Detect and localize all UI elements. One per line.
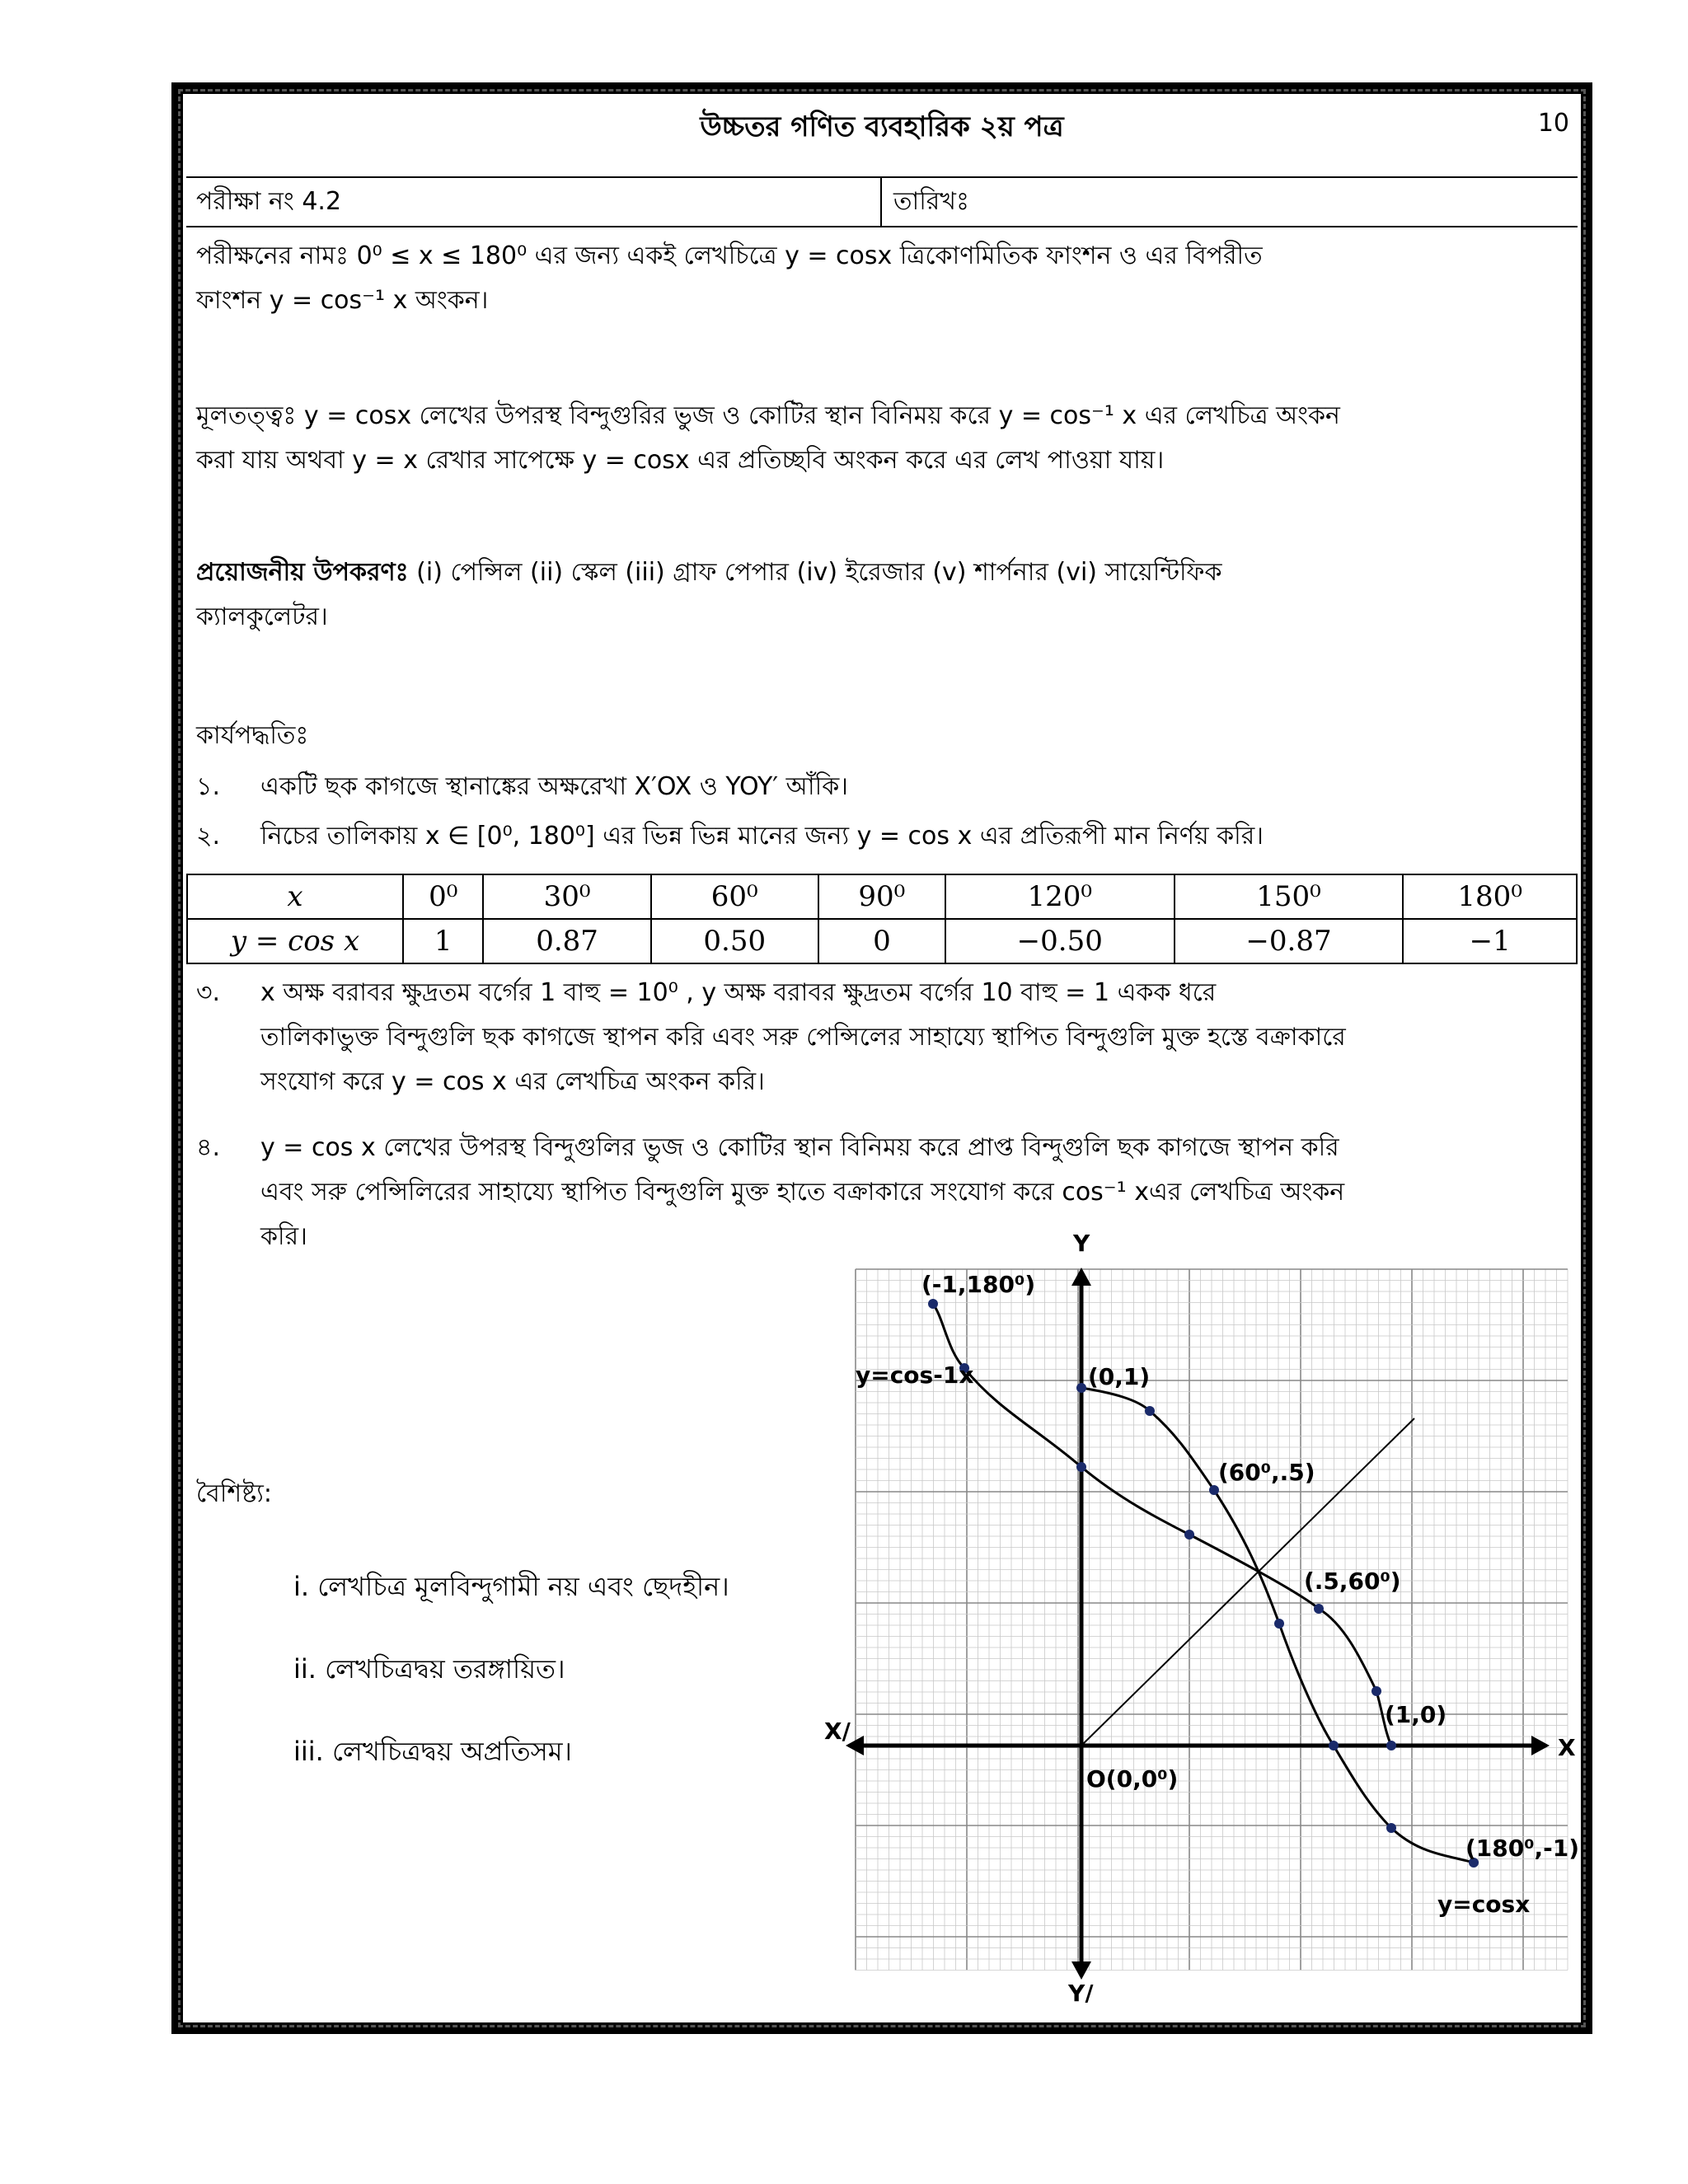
table-cell: 120⁰: [945, 874, 1175, 919]
point: [1145, 1406, 1155, 1416]
feature-item: i. লেখচিত্র মূলবিন্দুগামী নয় এবং ছেদহীন।: [293, 1571, 729, 1602]
y-axis-arrow: [1071, 1268, 1091, 1286]
point: [928, 1299, 938, 1309]
step-text: [260, 971, 1571, 1104]
exam-number: পরীক্ষা নং 4.2: [196, 187, 342, 216]
divider: [880, 176, 882, 226]
step-line: এবং সরু পেন্সিলিরের সাহায্যে স্থাপিত বিন্দুগুলি মুক্ত হাতে বক্রাকারে সংযোগ করে cos⁻¹ xএর লেখচিত্র অংকন: [260, 1178, 1345, 1207]
point: [1386, 1741, 1396, 1750]
step-number: ৪.: [196, 1133, 221, 1162]
x-neg-axis-label: X/: [824, 1718, 851, 1745]
feature-item: iii. লেখচিত্রদ্বয় অপ্রতিসম।: [293, 1736, 572, 1767]
theory-text: y = cosx লেখের উপরস্থ বিন্দুগুরির ভুজ ও কোটির স্থান বিনিময় করে y = cos⁻¹ x এর লেখচিত্র অংকন: [303, 401, 1340, 430]
experiment-name-label: পরীক্ষনের নামঃ: [196, 241, 349, 270]
y-axis-label: Y: [1073, 1230, 1090, 1257]
step-text: একটি ছক কাগজে স্থানাঙ্কের অক্ষরেখা X′OX ও YOY′ আঁকি।: [260, 772, 848, 801]
step-text: নিচের তালিকায় x ∈ [0⁰, 180⁰] এর ভিন্ন ভিন্ন মানের জন্য y = cos x এর প্রতিরূপী মান নির্ণয় করি।: [260, 822, 1264, 851]
procedure-label: কার্যপদ্ধতিঃ: [196, 721, 309, 750]
table-header-cell: y = cos x: [187, 919, 403, 963]
point-label: (1,0): [1385, 1701, 1447, 1728]
experiment-name: [196, 234, 1566, 323]
point-label: (.5,60⁰): [1304, 1568, 1401, 1595]
point: [1076, 1462, 1086, 1472]
table-cell: 0⁰: [403, 874, 483, 919]
step-number: ১.: [196, 772, 221, 801]
table-cell: 0: [818, 919, 945, 963]
x-axis-arrow: [1531, 1736, 1550, 1755]
table-cell: 60⁰: [651, 874, 818, 919]
table-cell: −0.87: [1175, 919, 1404, 963]
divider: [186, 176, 1578, 178]
point: [1314, 1604, 1324, 1614]
point-label: (0,1): [1088, 1363, 1151, 1390]
point-label: (60⁰,.5): [1218, 1459, 1315, 1486]
step-line: সংযোগ করে y = cos x এর লেখচিত্র অংকন করি।: [260, 1067, 765, 1096]
table-cell: −0.50: [945, 919, 1175, 963]
step-line: y = cos x লেখের উপরস্থ বিন্দুগুলির ভুজ ও কোটির স্থান বিনিময় করে প্রাপ্ত বিন্দুগুলি ছক কাগজে স্থাপন করি: [260, 1133, 1339, 1162]
date-label: তারিখঃ: [893, 187, 969, 216]
table-cell: 0.50: [651, 919, 818, 963]
values-table: [186, 874, 1578, 964]
step-line: করি।: [260, 1222, 307, 1251]
point: [1076, 1383, 1086, 1393]
experiment-name-text: 0⁰ ≤ x ≤ 180⁰ এর জন্য একই লেখচিত্রে y = cosx ত্রিকোণমিতিক ফাংশন ও এর বিপরীত: [356, 241, 1263, 270]
step-number: ২.: [196, 822, 221, 851]
feature-item: ii. লেখচিত্রদ্বয় তরঙ্গায়িত।: [293, 1653, 565, 1685]
point: [1329, 1741, 1339, 1750]
point: [1184, 1530, 1194, 1540]
table-row: [187, 919, 1577, 963]
cos-graph: [824, 1228, 1582, 2003]
page-number: 10: [1537, 109, 1569, 138]
page-title: উচ্চতর গণিত ব্যবহারিক ২য় পত্র: [700, 110, 1064, 143]
point-label: (-1,180⁰): [921, 1271, 1036, 1298]
table-cell: −1: [1403, 919, 1577, 963]
table-cell: 0.87: [483, 919, 650, 963]
materials-text: (i) পেন্সিল (ii) স্কেল (iii) গ্রাফ পেপার (iv) ইরেজার (v) শার্পনার (vi) সায়েন্টিফিক: [416, 558, 1222, 587]
point-label: (180⁰,-1): [1465, 1835, 1580, 1862]
step-number: ৩.: [196, 978, 221, 1007]
table-cell: 180⁰: [1403, 874, 1577, 919]
point: [1386, 1823, 1396, 1833]
materials: [196, 551, 1566, 640]
theory: [196, 394, 1566, 483]
x-axis-label: X: [1558, 1734, 1576, 1761]
y-neg-axis-label: Y/: [1068, 1980, 1094, 2003]
experiment-name-text: ফাংশন y = cos⁻¹ x অংকন।: [196, 286, 489, 315]
step-line: x অক্ষ বরাবর ক্ষুদ্রতম বর্গের 1 বাহু = 10⁰ , y অক্ষ বরাবর ক্ষুদ্রতম বর্গের 10 বাহু = 1 একক ধরে: [260, 978, 1217, 1007]
origin-label: O(0,0⁰): [1086, 1765, 1179, 1793]
curve-label: y=cosx: [1437, 1891, 1531, 1918]
curve-label: y=cos-1x: [856, 1361, 974, 1389]
materials-text: ক্যালকুলেটর।: [196, 602, 328, 631]
y-axis-neg-arrow: [1071, 1961, 1091, 1980]
theory-label: মূলতত্ত্বঃ: [196, 401, 297, 430]
table-cell: 1: [403, 919, 483, 963]
point: [1209, 1485, 1219, 1495]
features-label: বৈশিষ্ট্য:: [196, 1479, 272, 1508]
materials-label: প্রয়োজনীয় উপকরণঃ: [196, 558, 409, 587]
table-row: [187, 874, 1577, 919]
divider: [186, 226, 1578, 227]
table-cell: 150⁰: [1175, 874, 1404, 919]
table-header-cell: x: [187, 874, 403, 919]
table-cell: 90⁰: [818, 874, 945, 919]
point: [1274, 1619, 1284, 1629]
table-cell: 30⁰: [483, 874, 650, 919]
step-line: তালিকাভুক্ত বিন্দুগুলি ছক কাগজে স্থাপন করি এবং সরু পেন্সিলের সাহায্যে স্থাপিত বিন্দুগুলি মুক্ত হস্তে বক্রাকারে: [260, 1023, 1346, 1052]
point: [1372, 1686, 1381, 1696]
theory-text: করা যায় অথবা y = x রেখার সাপেক্ষে y = cosx এর প্রতিচ্ছবি অংকন করে এর লেখ পাওয়া যায়।: [196, 446, 1165, 475]
